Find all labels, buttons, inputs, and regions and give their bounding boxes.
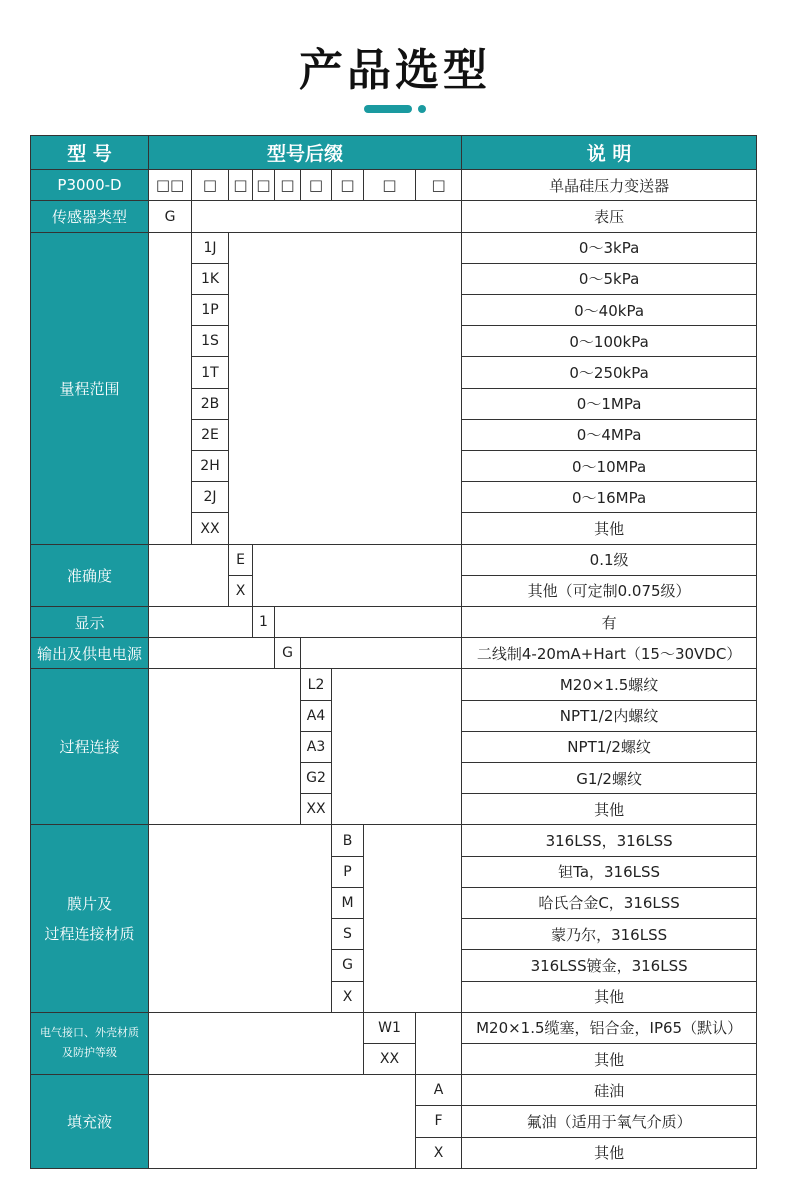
category-output: 输出及供电电源 xyxy=(31,638,149,669)
option-desc: 哈氏合金C，316LSS xyxy=(462,887,757,918)
option-code: X xyxy=(332,981,364,1012)
option-desc: 氟油（适用于氧气介质） xyxy=(462,1106,757,1137)
option-desc: 其他 xyxy=(462,794,757,825)
category-label-line: 膜片及 xyxy=(66,894,112,913)
header-model: 型 号 xyxy=(31,136,149,170)
header-desc: 说 明 xyxy=(462,136,757,170)
option-code: X xyxy=(416,1137,462,1168)
category-accuracy: 准确度 xyxy=(31,544,149,606)
model-desc: 单晶硅压力变送器 xyxy=(462,170,757,201)
option-desc: 0～5kPa xyxy=(462,263,757,294)
option-code: XX xyxy=(364,1043,416,1074)
option-code: L2 xyxy=(301,669,332,700)
empty-cell xyxy=(149,669,301,825)
title-underline-bar xyxy=(364,105,412,113)
option-code: XX xyxy=(192,513,229,544)
suffix-box: □ xyxy=(229,170,253,201)
option-desc: 0～3kPa xyxy=(462,232,757,263)
option-desc: 二线制4-20mA+Hart（15～30VDC） xyxy=(462,638,757,669)
option-code: S xyxy=(332,919,364,950)
option-desc: 其他（可定制0.075级） xyxy=(462,575,757,606)
category-label-line: 及防护等级 xyxy=(62,1046,117,1060)
suffix-box: □ xyxy=(253,170,275,201)
option-desc: 0～40kPa xyxy=(462,295,757,326)
option-code: 2B xyxy=(192,388,229,419)
option-code: G xyxy=(275,638,301,669)
option-code: X xyxy=(229,575,253,606)
option-desc: M20×1.5缆塞，铝合金，IP65（默认） xyxy=(462,1012,757,1043)
option-code: G2 xyxy=(301,763,332,794)
option-code: M xyxy=(332,887,364,918)
option-desc: 其他 xyxy=(462,1043,757,1074)
empty-cell xyxy=(301,638,462,669)
option-code: 1 xyxy=(253,607,275,638)
option-code: 2H xyxy=(192,451,229,482)
option-desc: 0～4MPa xyxy=(462,419,757,450)
option-desc: 0～100kPa xyxy=(462,326,757,357)
option-desc: 有 xyxy=(462,607,757,638)
suffix-box: □ xyxy=(416,170,462,201)
option-code: 1T xyxy=(192,357,229,388)
option-desc: 0～10MPa xyxy=(462,451,757,482)
option-desc: M20×1.5螺纹 xyxy=(462,669,757,700)
option-code: 1K xyxy=(192,263,229,294)
page-title: 产品选型 xyxy=(299,45,491,96)
empty-cell xyxy=(149,638,275,669)
option-desc: 0～250kPa xyxy=(462,357,757,388)
header-suffix: 型号后缀 xyxy=(149,136,462,170)
category-diaphragm xyxy=(31,825,149,1012)
option-desc: 其他 xyxy=(462,513,757,544)
empty-cell xyxy=(192,201,462,232)
option-code: B xyxy=(332,825,364,856)
option-code: G xyxy=(149,201,192,232)
option-desc: 钽Ta，316LSS xyxy=(462,856,757,887)
suffix-box: □ xyxy=(301,170,332,201)
suffix-box: □□ xyxy=(149,170,192,201)
empty-cell xyxy=(275,607,462,638)
empty-cell xyxy=(149,1075,416,1169)
option-desc: G1/2螺纹 xyxy=(462,763,757,794)
option-code: 1S xyxy=(192,326,229,357)
category-range: 量程范围 xyxy=(31,232,149,544)
category-fill: 填充液 xyxy=(31,1075,149,1169)
category-label-line: 电气接口、外壳材质 xyxy=(40,1026,139,1040)
option-code: A4 xyxy=(301,700,332,731)
suffix-box: □ xyxy=(332,170,364,201)
category-sensor: 传感器类型 xyxy=(31,201,149,232)
category-process: 过程连接 xyxy=(31,669,149,825)
option-desc: NPT1/2内螺纹 xyxy=(462,700,757,731)
option-code: 1J xyxy=(192,232,229,263)
category-display: 显示 xyxy=(31,607,149,638)
suffix-box: □ xyxy=(192,170,229,201)
suffix-box: □ xyxy=(275,170,301,201)
suffix-box: □ xyxy=(364,170,416,201)
option-code: XX xyxy=(301,794,332,825)
empty-cell xyxy=(332,669,462,825)
category-electrical xyxy=(31,1012,149,1074)
empty-cell xyxy=(364,825,462,1012)
option-code: F xyxy=(416,1106,462,1137)
selection-table xyxy=(30,135,757,1169)
option-desc: 0～16MPa xyxy=(462,482,757,513)
option-desc: 其他 xyxy=(462,981,757,1012)
category-label-line: 过程连接材质 xyxy=(44,924,135,943)
empty-cell xyxy=(149,607,253,638)
option-desc: 硅油 xyxy=(462,1075,757,1106)
empty-cell xyxy=(229,232,462,544)
empty-cell xyxy=(149,544,229,606)
empty-cell xyxy=(149,825,332,1012)
option-desc: 其他 xyxy=(462,1137,757,1168)
model-code: P3000-D xyxy=(31,170,149,201)
option-code: P xyxy=(332,856,364,887)
option-code: A3 xyxy=(301,731,332,762)
option-code: A xyxy=(416,1075,462,1106)
option-code: 2J xyxy=(192,482,229,513)
title-underline-dot xyxy=(418,105,426,113)
empty-cell xyxy=(253,544,462,606)
option-code: 1P xyxy=(192,295,229,326)
option-desc: 表压 xyxy=(462,201,757,232)
option-desc: 316LSS镀金，316LSS xyxy=(462,950,757,981)
option-desc: 0.1级 xyxy=(462,544,757,575)
empty-cell xyxy=(416,1012,462,1074)
option-desc: 蒙乃尔，316LSS xyxy=(462,919,757,950)
empty-cell xyxy=(149,232,192,544)
option-desc: NPT1/2螺纹 xyxy=(462,731,757,762)
empty-cell xyxy=(149,1012,364,1074)
option-code: E xyxy=(229,544,253,575)
option-desc: 0～1MPa xyxy=(462,388,757,419)
option-code: W1 xyxy=(364,1012,416,1043)
option-desc: 316LSS，316LSS xyxy=(462,825,757,856)
option-code: 2E xyxy=(192,419,229,450)
option-code: G xyxy=(332,950,364,981)
